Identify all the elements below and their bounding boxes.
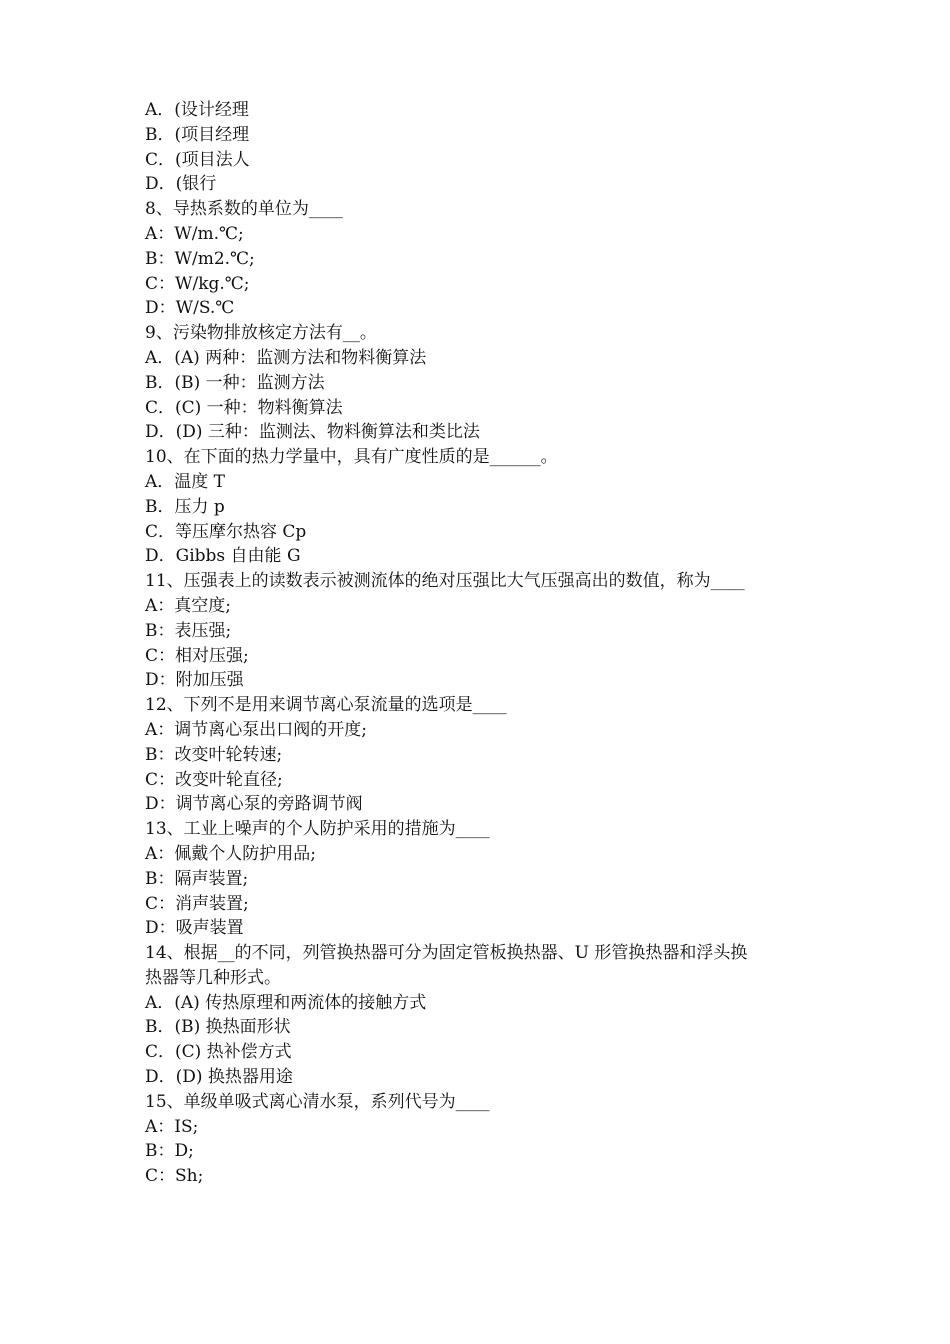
option-a: A．(A) 两种：监测方法和物料衡算法: [145, 347, 427, 368]
option-d: D：吸声装置: [145, 918, 244, 939]
option-b: B：D;: [145, 1141, 194, 1162]
option-c: C．(C) 一种：物料衡算法: [145, 397, 343, 418]
option-b: B：W/m2.℃;: [145, 248, 255, 269]
option-b: B．(B) 一种：监测方法: [145, 372, 325, 393]
option-d: D．(D) 三种：监测法、物料衡算法和类比法: [145, 422, 480, 443]
option-c: C：Sh;: [145, 1166, 204, 1187]
option-b: B：改变叶轮转速;: [145, 744, 283, 765]
question-14-continued: 热器等几种形式。: [145, 967, 281, 988]
option-a: A．(设计经理: [145, 100, 249, 120]
question-9: 9、污染物排放核定方法有__。: [145, 323, 377, 344]
option-d: D：W/S.℃: [145, 298, 235, 319]
option-c: C：改变叶轮直径;: [145, 769, 283, 790]
option-d: D．(银行: [145, 174, 217, 195]
option-c: C．(项目法人: [145, 149, 250, 170]
question-10: 10、在下面的热力学量中，具有广度性质的是______。: [145, 447, 558, 468]
option-b: B．(B) 换热面形状: [145, 1017, 291, 1038]
option-a: A：IS;: [145, 1116, 199, 1137]
question-14: 14、根据__的不同，列管换热器可分为固定管板换热器、U 形管换热器和浮头换: [145, 943, 748, 964]
option-b: B．压力 p: [145, 496, 225, 517]
question-12: 12、下列不是用来调节离心泵流量的选项是____: [145, 695, 507, 716]
option-d: D．(D) 换热器用途: [145, 1067, 293, 1088]
option-c: C：消声装置;: [145, 893, 249, 914]
option-d: D：附加压强: [145, 670, 244, 691]
option-b: B：隔声装置;: [145, 868, 249, 889]
option-c: C：W/kg.℃;: [145, 273, 250, 294]
option-a: A：W/m.℃;: [145, 223, 244, 244]
option-b: B：表压强;: [145, 620, 232, 641]
option-a: A：佩戴个人防护用品;: [145, 843, 317, 864]
option-a: A：真空度;: [145, 595, 232, 616]
option-b: B．(项目经理: [145, 124, 250, 145]
option-c: C．等压摩尔热容 Cp: [145, 521, 307, 542]
question-list: [145, 98, 815, 1189]
option-a: A．温度 T: [145, 471, 226, 492]
option-c: C．(C) 热补偿方式: [145, 1042, 292, 1063]
option-d: D．Gibbs 自由能 G: [145, 546, 301, 567]
option-a: A：调节离心泵出口阀的开度;: [145, 719, 368, 740]
option-d: D：调节离心泵的旁路调节阀: [145, 794, 363, 815]
question-13: 13、工业上噪声的个人防护采用的措施为____: [145, 819, 490, 840]
question-11: 11、压强表上的读数表示被测流体的绝对压强比大气压强高出的数值，称为____: [145, 571, 745, 592]
question-15: 15、单级单吸式离心清水泵，系列代号为____: [145, 1091, 490, 1112]
option-c: C：相对压强;: [145, 645, 249, 666]
option-a: A．(A) 传热原理和两流体的接触方式: [145, 992, 427, 1013]
question-8: 8、导热系数的单位为____: [145, 199, 343, 220]
